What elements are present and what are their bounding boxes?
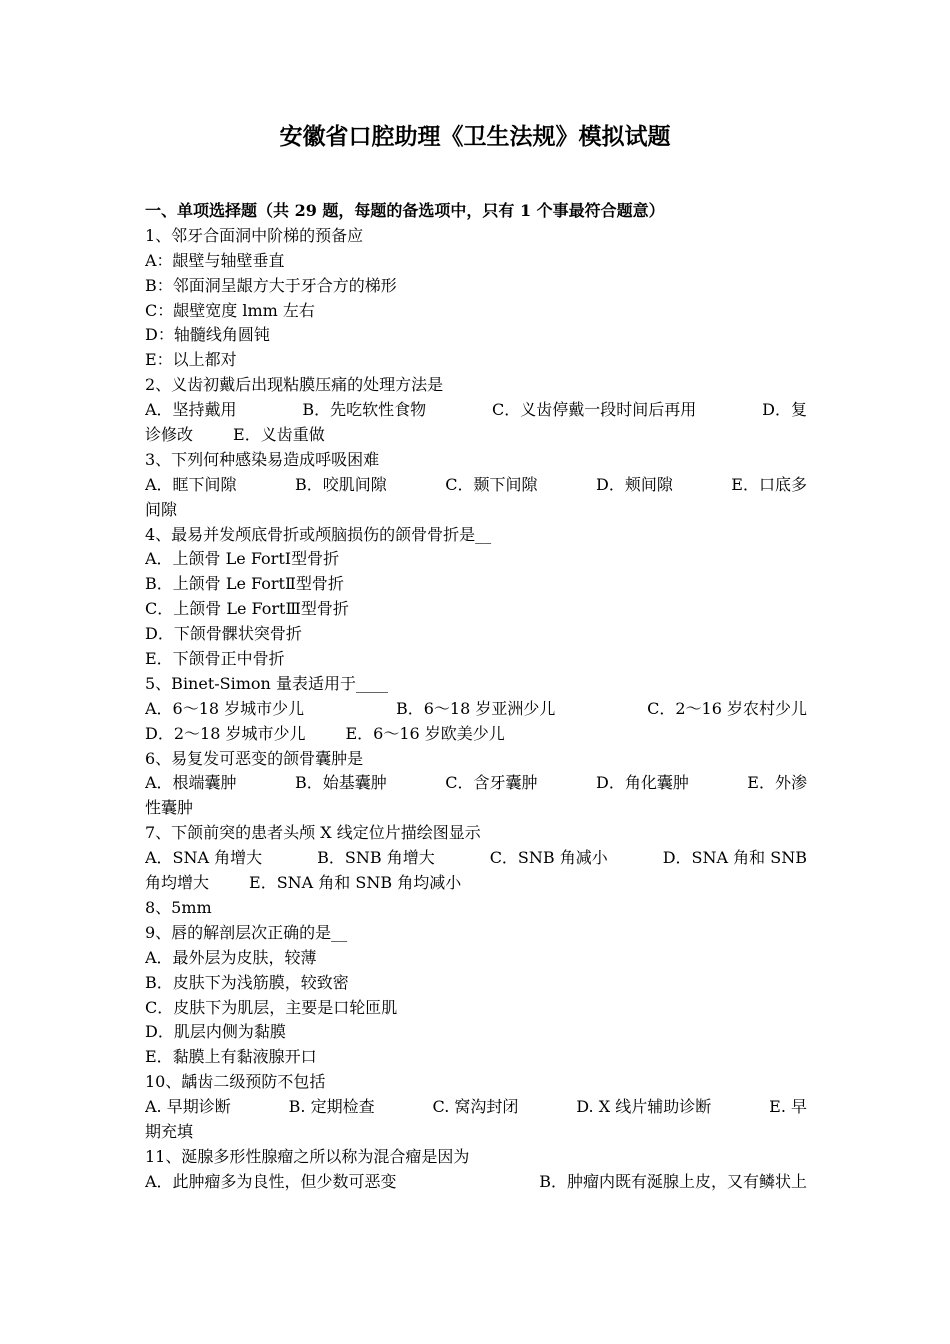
option: E．6～16 岁欧美少儿 bbox=[345, 723, 505, 743]
option: B．咬肌间隙 bbox=[295, 474, 387, 494]
option: A．坚持戴用 bbox=[145, 400, 237, 420]
option: C．含牙囊肿 bbox=[445, 773, 538, 793]
option-continuation: 诊修改 bbox=[145, 425, 194, 445]
option: C. 窝沟封闭 bbox=[432, 1097, 519, 1117]
option: E．外渗 bbox=[747, 773, 807, 793]
question-stem: 4、最易并发颅底骨折或颅脑损伤的颌骨骨折是__ bbox=[145, 524, 492, 544]
option-line: C．上颌骨 Le FortⅢ型骨折 bbox=[145, 599, 349, 619]
page-title: 安徽省口腔助理《卫生法规》模拟试题 bbox=[279, 123, 671, 150]
option: E．口底多 bbox=[731, 474, 807, 494]
question-stem: 2、义齿初戴后出现粘膜压痛的处理方法是 bbox=[145, 375, 444, 395]
option: B. 定期检查 bbox=[288, 1097, 375, 1117]
option: B．肿瘤内既有涎腺上皮，又有鳞状上 bbox=[539, 1171, 807, 1191]
option-row bbox=[145, 771, 807, 796]
option-continuation: 性囊肿 bbox=[145, 798, 194, 818]
option: D. X 线片辅助诊断 bbox=[576, 1097, 712, 1117]
option: B．先吃软性食物 bbox=[302, 400, 427, 420]
option: A．6～18 岁城市少儿 bbox=[145, 698, 305, 718]
question-stem: 10、龋齿二级预防不包括 bbox=[145, 1072, 326, 1092]
question-stem: 8、5mm bbox=[145, 897, 212, 917]
option-continuation: 角均增大 bbox=[145, 873, 210, 893]
question-stem: 6、易复发可恶变的颌骨囊肿是 bbox=[145, 748, 364, 768]
option: A. 早期诊断 bbox=[145, 1097, 231, 1117]
option: D．角化囊肿 bbox=[595, 773, 689, 793]
option-line: C．皮肤下为肌层，主要是口轮匝肌 bbox=[145, 997, 398, 1017]
option: D．颊间隙 bbox=[595, 474, 673, 494]
option: B．始基囊肿 bbox=[295, 773, 387, 793]
option-row bbox=[145, 722, 807, 747]
option-line: D：轴髓线角圆钝 bbox=[145, 325, 270, 345]
section-heading: 一、单项选择题（共 29 题，每题的备选项中，只有 1 个事最符合题意） bbox=[145, 201, 665, 220]
option: C．颞下间隙 bbox=[445, 474, 538, 494]
option-continuation: 期充填 bbox=[145, 1121, 194, 1141]
option-line: A．最外层为皮肤，较薄 bbox=[145, 947, 317, 967]
option: E. 早 bbox=[769, 1097, 807, 1117]
option: A．SNA 角增大 bbox=[145, 848, 263, 868]
option: D．复 bbox=[762, 400, 807, 420]
option-line: B：邻面洞呈龈方大于牙合方的梯形 bbox=[145, 275, 397, 295]
option-line: E．黏膜上有黏液腺开口 bbox=[145, 1047, 317, 1067]
option-row bbox=[145, 1095, 807, 1120]
option-row bbox=[145, 1170, 807, 1195]
question-stem: 1、邻牙合面洞中阶梯的预备应 bbox=[145, 225, 364, 245]
option-line: E：以上都对 bbox=[145, 350, 237, 370]
option-row bbox=[145, 697, 807, 722]
option-line: D．肌层内侧为黏膜 bbox=[145, 1022, 286, 1042]
option: C．SNB 角减小 bbox=[489, 848, 608, 868]
option: C．2～16 岁农村少儿 bbox=[647, 698, 807, 718]
question-stem: 11、涎腺多形性腺瘤之所以称为混合瘤是因为 bbox=[145, 1146, 470, 1166]
option: A．根端囊肿 bbox=[145, 773, 237, 793]
option-row bbox=[145, 398, 807, 423]
question-list bbox=[145, 199, 807, 1195]
option-line: B．上颌骨 Le FortⅡ型骨折 bbox=[145, 574, 344, 594]
option-row bbox=[145, 871, 807, 896]
option: E．义齿重做 bbox=[233, 425, 325, 445]
option-line: D．下颌骨髁状突骨折 bbox=[145, 624, 302, 644]
option-line: B．皮肤下为浅筋膜，较致密 bbox=[145, 972, 349, 992]
option: B．6～18 岁亚洲少儿 bbox=[395, 698, 556, 718]
question-stem: 9、唇的解剖层次正确的是__ bbox=[145, 922, 348, 942]
option-line: E．下颌骨正中骨折 bbox=[145, 649, 285, 669]
option-line: A．上颌骨 Le FortⅠ型骨折 bbox=[145, 549, 340, 569]
option-continuation: 间隙 bbox=[145, 499, 178, 519]
option: B．SNB 角增大 bbox=[317, 848, 435, 868]
option-row bbox=[145, 846, 807, 871]
option: D．2～18 岁城市少儿 bbox=[145, 723, 306, 743]
option: A．眶下间隙 bbox=[145, 474, 237, 494]
option: C．义齿停戴一段时间后再用 bbox=[492, 400, 697, 420]
option-line: C：龈壁宽度 lmm 左右 bbox=[145, 300, 315, 320]
option-line: A：龈壁与轴壁垂直 bbox=[145, 250, 285, 270]
option-row bbox=[145, 473, 807, 498]
option: D．SNA 角和 SNB bbox=[662, 848, 807, 868]
question-stem: 3、下列何种感染易造成呼吸困难 bbox=[145, 449, 380, 469]
option: E．SNA 角和 SNB 角均减小 bbox=[249, 873, 462, 893]
question-stem: 7、下颌前突的患者头颅 X 线定位片描绘图显示 bbox=[145, 823, 481, 843]
option: A．此肿瘤多为良性，但少数可恶变 bbox=[145, 1171, 397, 1191]
option-row bbox=[145, 423, 807, 448]
question-stem: 5、Binet-Simon 量表适用于____ bbox=[145, 673, 388, 693]
